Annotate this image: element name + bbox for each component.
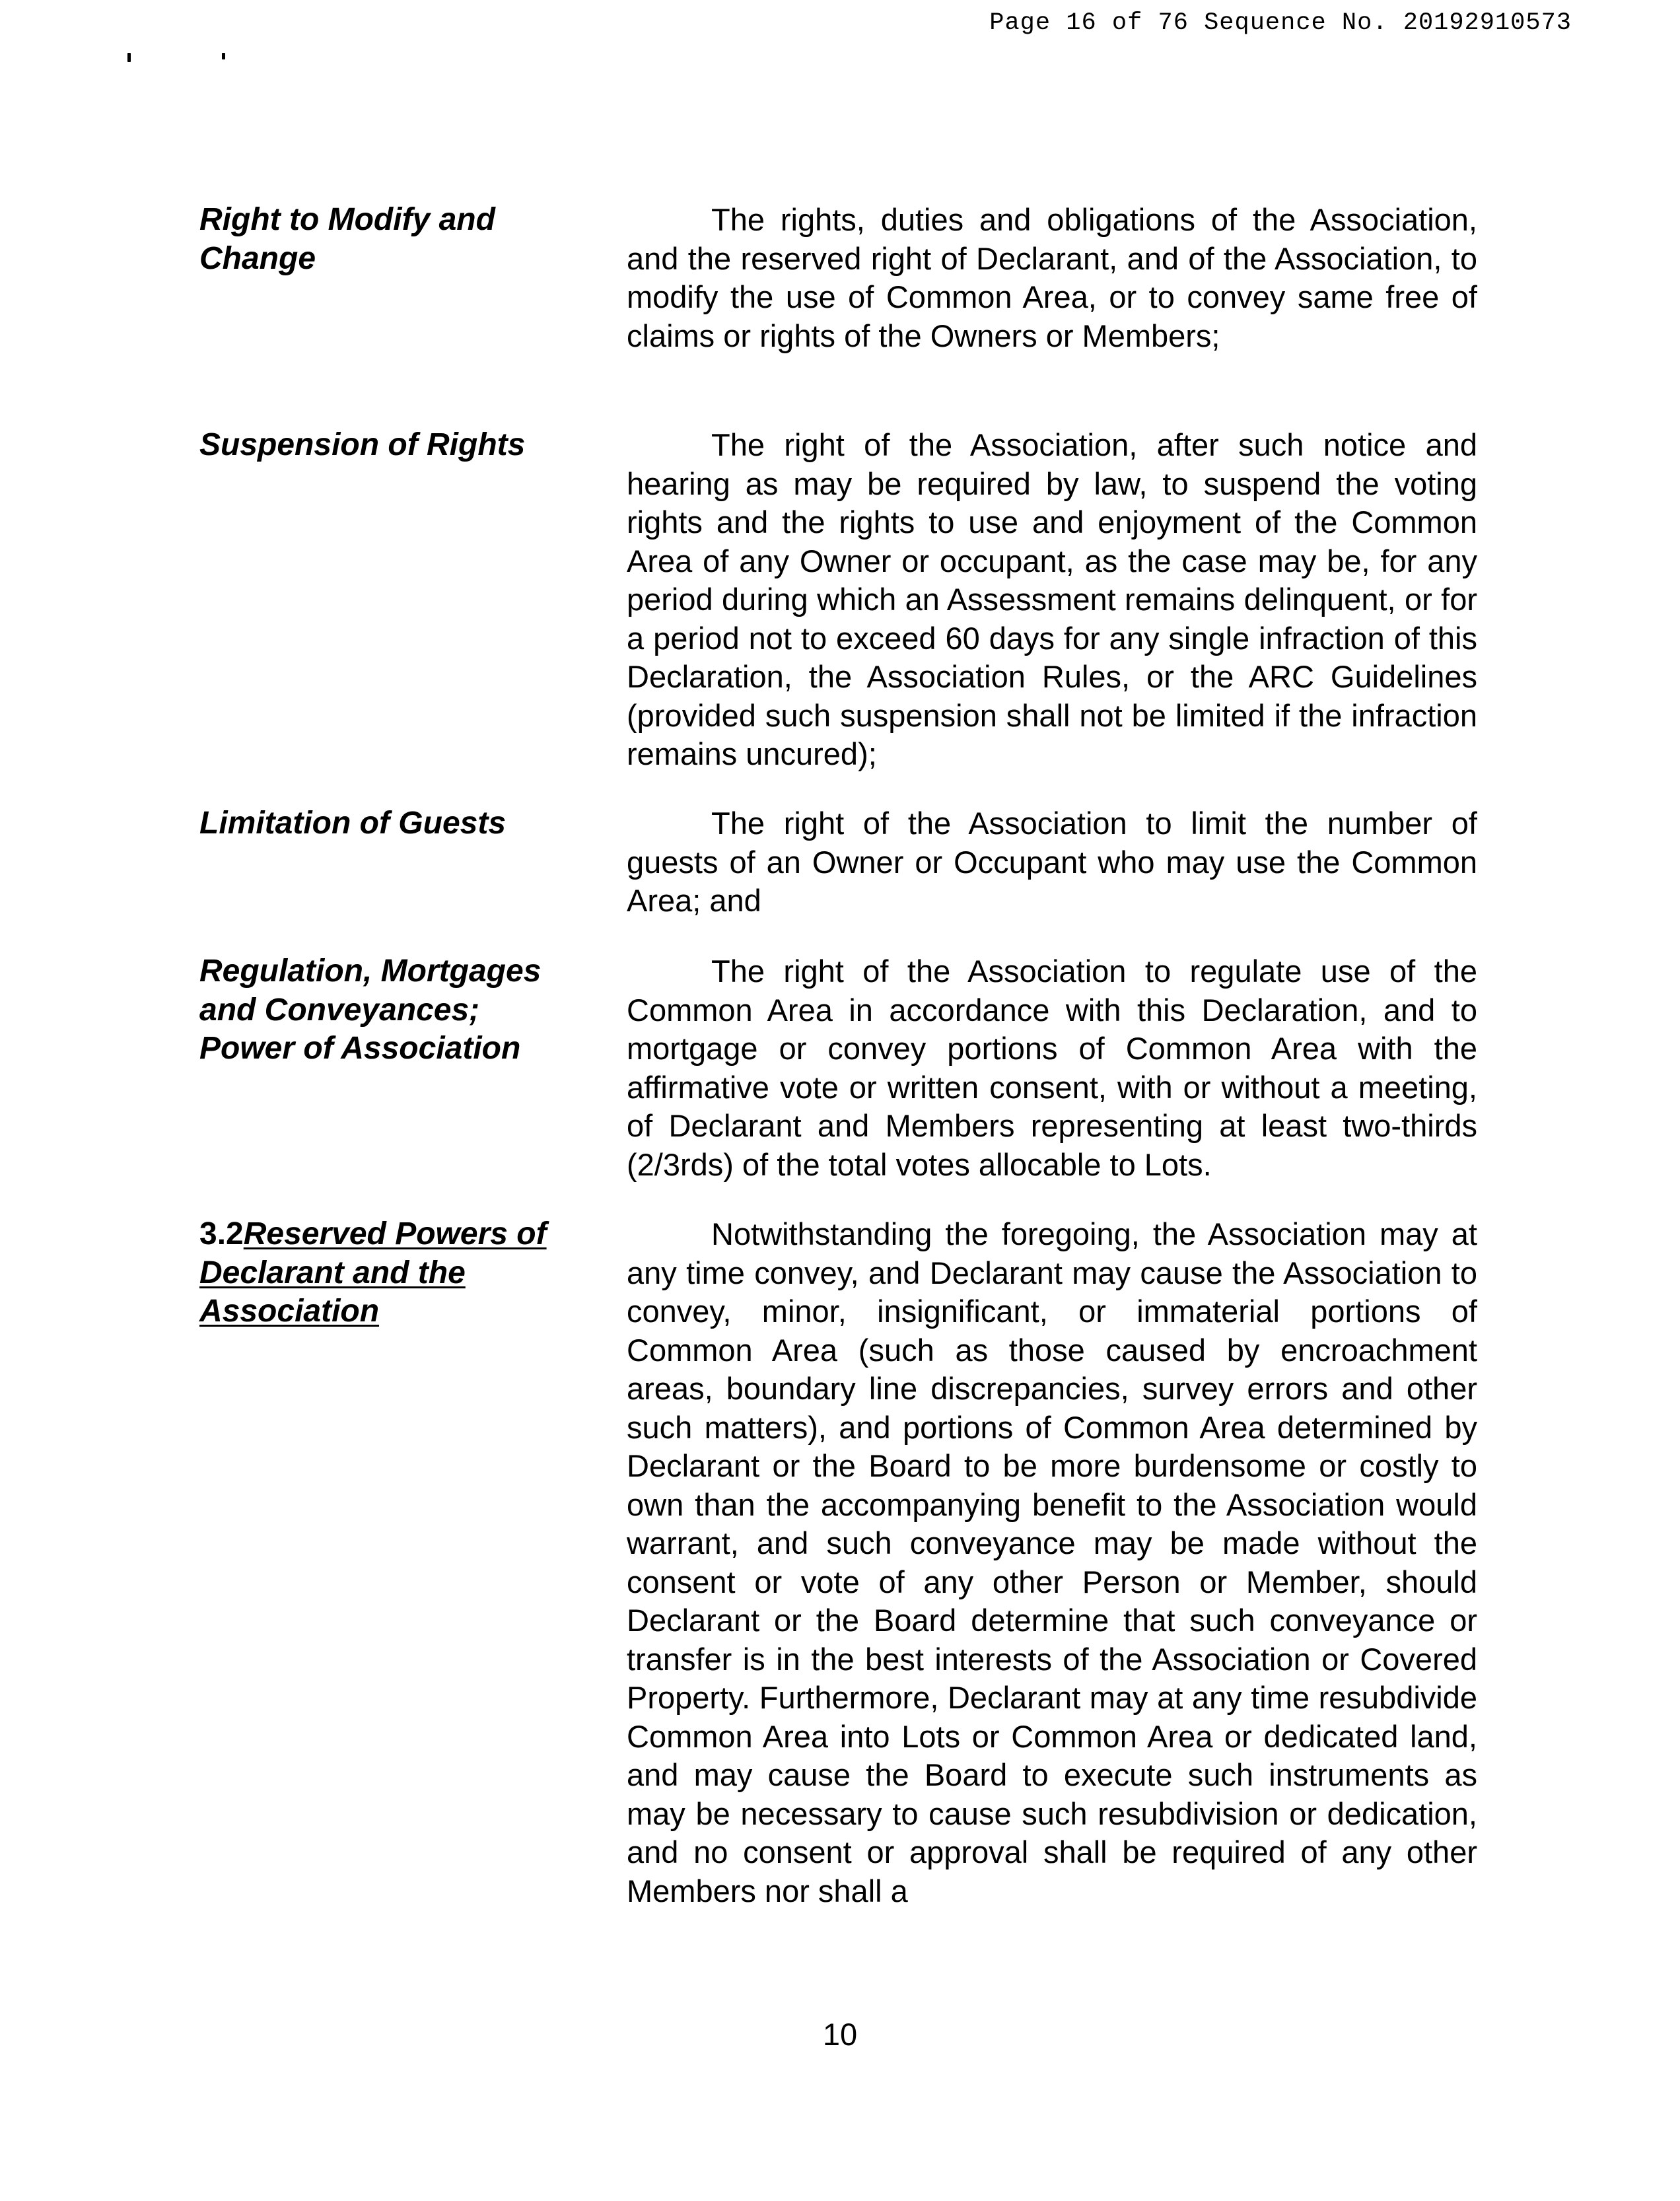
section-heading — [199, 1215, 569, 1331]
section-heading: Regulation, Mortgages and Conveyances; Power of Association — [199, 954, 542, 1066]
section-body: Notwithstanding the foregoing, the Association may at any time convey, and Declarant may cause the Association to convey, minor, insignificant, or immaterial portions of Common Area (such as those caused by encroachment areas, boundary line discrepancies, survey errors and other such matters), and portions of Common Area determined by Declarant or the Board to be more burdensome or costly to own than the accompanying benefit to the Association would warrant, and such conveyance may be made without the consent or vote of any other Person or Member, should Declarant or the Board determine that such conveyance or transfer is in the best interests of the Association or Covered Property. Furthermore, Declarant may at any time resubdivide Common Area into Lots or Common Area or dedicated land, and may cause the Board to execute such instruments as may be necessary to cause such resubdivision or dedication, and no consent or approval shall be required of any other Members nor shall a — [627, 1216, 1477, 1908]
section-heading: Right to Modify and Change — [199, 202, 495, 276]
scan-speck — [222, 53, 225, 59]
page-header: Page 16 of 76 Sequence No. 20192910573 — [989, 9, 1572, 37]
section-number: 3.2 — [199, 1216, 244, 1251]
section-body: The right of the Association to regulate use of the Common Area in accordance with this Declaration, and to mortgage or convey portions of Common Area with the affirmative vote or written consent, with or without a meeting, of Declarant and Members representing at least two-thirds (2/3rds) of the total votes allocable to Lots. — [627, 954, 1477, 1182]
page-number: 10 — [822, 2017, 858, 2052]
section-body: The right of the Association to limit the number of guests of an Owner or Occupant who may use the Common Area; and — [627, 806, 1477, 918]
section-body: The rights, duties and obligations of the Association, and the reserved right of Declarant, and of the Association, to modify the use of Common Area, or to convey same free of claims or rights of the Owners or Members; — [627, 202, 1477, 353]
section-heading: Suspension of Rights — [199, 427, 526, 462]
section-body: The right of the Association, after such notice and hearing as may be required by law, to suspend the voting rights and the rights to use and enjoyment of the Common Area of any Owner or occupant, as the case may be, for any period during which an Assessment remains delinquent, or for a period not to exceed 60 days for any single infraction of this Declaration, the Association Rules, or the ARC Guidelines (provided such suspension shall not be limited if the infraction remains uncured); — [627, 427, 1477, 771]
section-heading: Limitation of Guests — [199, 806, 507, 841]
section-title: Reserved Powers of Declarant and the Association — [199, 1216, 547, 1329]
scan-speck — [127, 53, 131, 62]
